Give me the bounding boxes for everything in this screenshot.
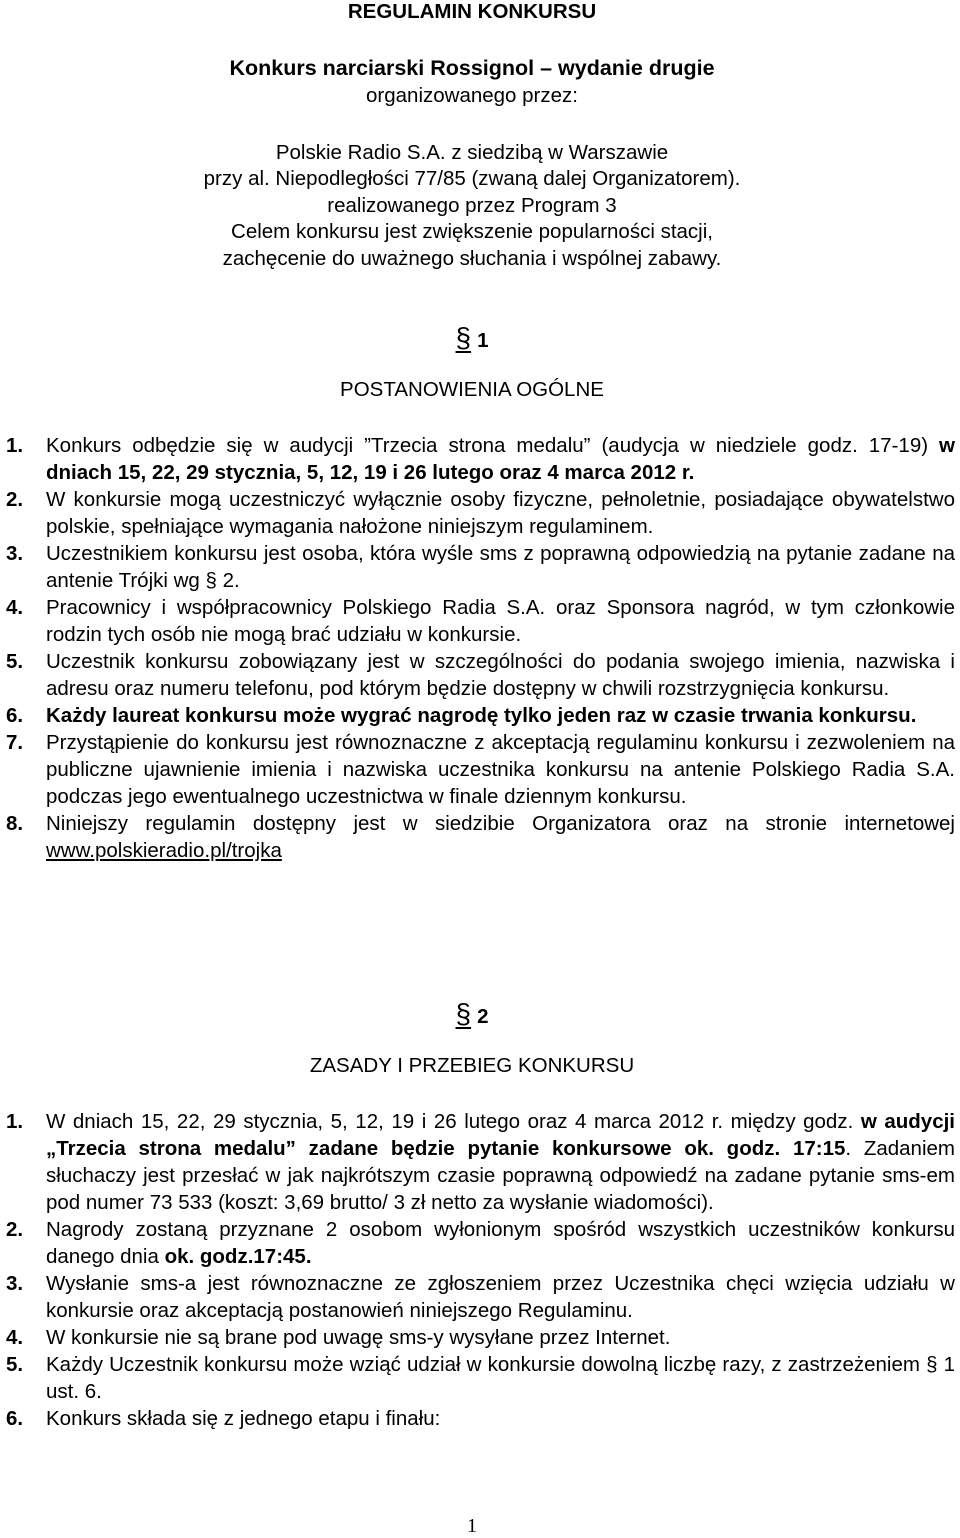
section-symbol: § xyxy=(455,322,472,353)
list-item: 2. Nagrody zostaną przyznane 2 osobom wyłonionym spośród wszystkich uczestników konkursu danego dnia ok. godz.17:45. xyxy=(6,1218,955,1268)
list-item: 1. Konkurs odbędzie się w audycji ”Trzecia strona medalu” (audycja w niedziele godz. 17-19) w dniach 15, 22, 29 stycznia, 5, 12, 19 i 26 lutego oraz 4 marca 2012 r. xyxy=(6,434,955,484)
intro-line: przy al. Niepodległości 77/85 (zwaną dalej Organizatorem). xyxy=(203,167,741,190)
section-2-list xyxy=(0,1108,955,1432)
document-title: REGULAMIN KONKURSU xyxy=(347,0,597,23)
section-1-list xyxy=(0,432,955,864)
list-item: 4. W konkursie nie są brane pod uwagę sms-y wysyłane przez Internet. xyxy=(6,1326,671,1349)
section-1-title: POSTANOWIENIA OGÓLNE xyxy=(340,378,604,401)
list-item: 3. Uczestnikiem konkursu jest osoba, która wyśle sms z poprawną odpowiedzią na pytanie zadane na antenie Trójki wg § 2. xyxy=(6,542,955,592)
regulations-link[interactable]: www.polskieradio.pl/trojka xyxy=(46,839,282,862)
list-item: 1. W dniach 15, 22, 29 stycznia, 5, 12, 19 i 26 lutego oraz 4 marca 2012 r. między godz. w audycji „Trzecia strona medalu” zadane będzie pytanie konkursowe ok. godz. 17:15. Zadaniem słuchaczy jest przesłać w jak najkrótszym czasie poprawną odpowiedź na zadane pytanie sms-em pod numer 73 533 (koszt: 3,69 brutto/ 3 zł netto za wysłanie wiadomości). xyxy=(6,1110,955,1214)
intro-line: Celem konkursu jest zwiększenie popularności stacji, xyxy=(231,220,713,243)
section-symbol: § xyxy=(455,998,472,1029)
intro-line: organizowanego przez: xyxy=(366,84,578,107)
list-item: 7. Przystąpienie do konkursu jest równoznaczne z akceptacją regulaminu konkursu i zezwoleniem na publiczne ujawnienie imienia i nazwiska uczestnika konkursu na antenie Polskiego Radia S.A. podczas jego ewentualnego uczestnictwa w finale dziennym konkursu. xyxy=(6,731,955,808)
list-item: 3. Wysłanie sms-a jest równoznaczne ze zgłoszeniem przez Uczestnika chęci wzięcia udziału w konkursie oraz akceptacją postanowień niniejszego Regulaminu. xyxy=(6,1272,955,1322)
section-2-heading xyxy=(0,998,944,1030)
list-item: 2. W konkursie mogą uczestniczyć wyłącznie osoby fizyczne, pełnoletnie, posiadające obywatelstwo polskie, spełniające wymagania nałożone niniejszym regulaminem. xyxy=(6,488,955,538)
list-item: 8. Niniejszy regulamin dostępny jest w siedzibie Organizatora oraz na stronie internetowej www.polskieradio.pl/trojka xyxy=(6,812,955,862)
section-2-title: ZASADY I PRZEBIEG KONKURSU xyxy=(309,1054,635,1077)
page-number: 1 xyxy=(467,1515,477,1537)
list-item: 5. Każdy Uczestnik konkursu może wziąć udział w konkursie dowolną liczbę razy, z zastrzeżeniem § 1 ust. 6. xyxy=(6,1353,955,1403)
contest-name: Konkurs narciarski Rossignol – wydanie drugie xyxy=(229,56,715,80)
section-number: 1 xyxy=(477,329,489,352)
list-item: 5. Uczestnik konkursu zobowiązany jest w szczególności do podania swojego imienia, nazwiska i adresu oraz numeru telefonu, pod którym będzie dostępny w chwili rozstrzygnięcia konkursu. xyxy=(6,650,955,700)
intro-line: zachęcenie do uważnego słuchania i wspólnej zabawy. xyxy=(222,246,722,270)
list-item: 6. Konkurs składa się z jednego etapu i finału: xyxy=(6,1407,441,1430)
list-item: 4. Pracownicy i współpracownicy Polskiego Radia S.A. oraz Sponsora nagród, w tym członkowie rodzin tych osób nie mogą brać udziału w konkursie. xyxy=(6,596,955,646)
list-item: 6. Każdy laureat konkursu może wygrać nagrodę tylko jeden raz w czasie trwania konkursu. xyxy=(6,704,917,727)
section-number: 2 xyxy=(477,1005,489,1028)
intro-block xyxy=(0,83,944,272)
intro-line: Polskie Radio S.A. z siedzibą w Warszawie xyxy=(275,140,669,164)
section-1-heading xyxy=(0,322,944,354)
intro-line: realizowanego przez Program 3 xyxy=(327,193,617,217)
